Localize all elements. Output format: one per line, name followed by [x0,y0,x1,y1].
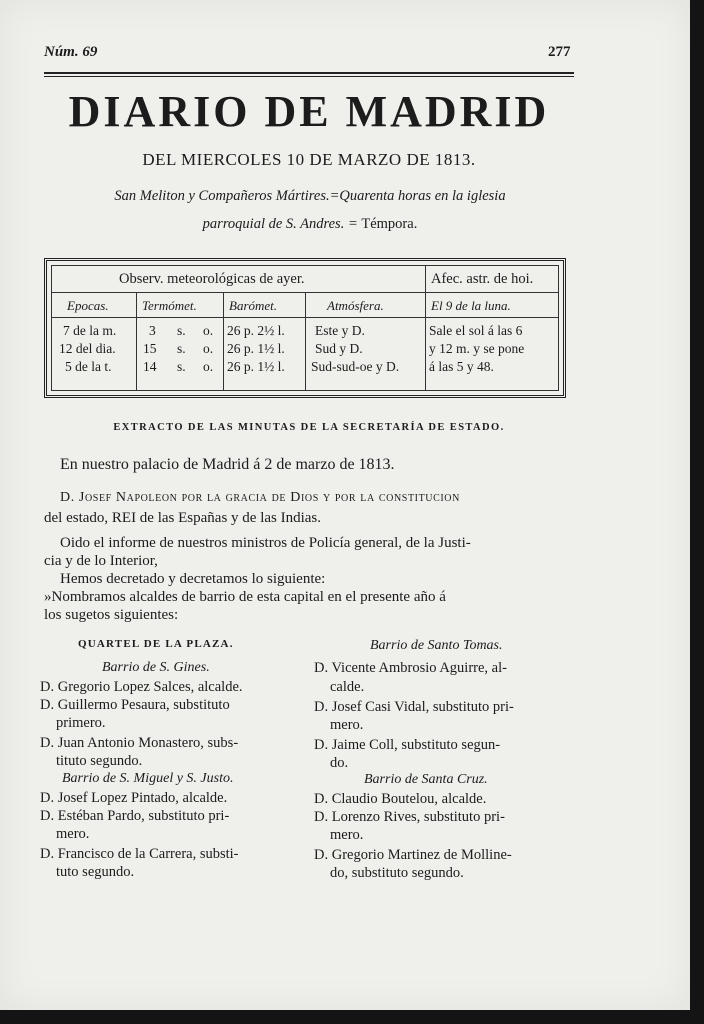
right-column-line-4: mero. [330,717,364,733]
weather-row-1-barometro: 26 p. 2½ l. [227,323,285,338]
right-column-line-7: Barrio de Santa Cruz. [364,772,488,787]
saints-line-2-plain: Témpora. [361,216,418,232]
weather-table [44,258,566,398]
right-column-line-3: D. Josef Casi Vidal, substituto pri- [314,699,514,715]
section-title: EXTRACTO DE LAS MINUTAS DE LA SECRETARÍA DE ESTADO. [113,422,505,433]
weather-divider-4 [425,265,426,391]
weather-row-3-atmosfera: Sud-sud-oe y D. [311,359,400,374]
left-column-line-5: D. Juan Antonio Monastero, subs- [40,735,239,751]
weather-divider-3 [305,293,306,391]
heard-line-2: cia y de lo Interior, [44,553,158,569]
saints-line-1: San Meliton y Compañeros Mártires.=Quarenta horas en la iglesia [114,188,506,204]
right-column-line-5: D. Jaime Coll, substituto segun- [314,737,501,753]
left-column-line-8: D. Josef Lopez Pintado, alcalde. [40,790,228,806]
left-column-line-12: tuto segundo. [56,864,135,880]
weather-row-3-term-value: 14 [143,359,157,374]
weather-row-3-term-s: s. [177,359,186,374]
left-column-line-1: Barrio de S. Gines. [102,660,210,675]
left-column-line-9: D. Estéban Pardo, substituto pri- [40,808,230,824]
left-column-heading: QUARTEL DE LA PLAZA. [78,638,234,650]
right-column-line-1: D. Vicente Ambrosio Aguirre, al- [314,660,507,676]
appoint-line-2: los sugetos siguientes: [44,607,179,623]
saints-line-2 [50,216,570,233]
weather-row-2-term-o: o. [203,341,214,356]
right-column-heading: Barrio de Santo Tomas. [370,638,503,653]
astro-line-3: á las 5 y 48. [429,359,494,374]
place-date-line: En nuestro palacio de Madrid á 2 de marzo de 1813. [60,456,395,473]
weather-heading-right: Afec. astr. de hoi. [431,271,534,287]
left-column-line-4: primero. [56,715,106,731]
weather-heading-left: Observ. meteorológicas de ayer. [119,271,305,287]
weather-row-3-barometro: 26 p. 1½ l. [227,359,285,374]
header-rule-bottom [44,76,574,77]
scan-border-bottom [0,1010,704,1024]
left-column-line-7: Barrio de S. Miguel y S. Justo. [62,771,234,786]
weather-row-3-epoca: 5 de la t. [65,359,112,374]
decreed-line: Hemos decretado y decretamos lo siguiente: [60,571,326,587]
weather-row-1-term-value: 3 [149,323,156,338]
left-column-line-10: mero. [56,826,90,842]
weather-col-termometro: Termómet. [142,298,197,313]
right-column-line-12: do, substituto segundo. [330,865,464,881]
issue-number: Núm. 69 [44,44,98,60]
right-column-line-9: D. Lorenzo Rives, substituto pri- [314,809,505,825]
right-column-line-10: mero. [330,827,364,843]
weather-row-2-atmosfera: Sud y D. [315,341,363,356]
weather-row-2-barometro: 26 p. 1½ l. [227,341,285,356]
weather-row-1-atmosfera: Este y D. [315,323,365,338]
saints-line-2-italic: parroquial de S. Andres. = [202,216,358,232]
weather-row-2-term-s: s. [177,341,186,356]
newspaper-title: DIARIO DE MADRID [68,87,550,136]
right-column-line-11: D. Gregorio Martinez de Molline- [314,847,512,863]
right-column-line-2: calde. [330,679,365,695]
right-column-line-6: do. [330,755,349,771]
weather-col-epocas: Epocas. [67,298,109,313]
scan-border-right [690,0,704,1024]
appoint-line-1: »Nombramos alcaldes de barrio de esta capital en el presente año á [44,589,446,605]
weather-row-3-term-o: o. [203,359,214,374]
dateline: DEL MIERCOLES 10 DE MARZO DE 1813. [142,150,476,169]
weather-col-atmosfera: Atmósfera. [327,298,384,313]
astro-line-2: y 12 m. y se pone [429,341,525,356]
king-title-line-1: D. Josef Napoleon por la gracia de Dios y por la constitucion [60,490,460,505]
left-column-line-6: tituto segundo. [56,753,143,769]
weather-col-barometro: Barómet. [229,298,278,313]
header-rule-top [44,72,574,74]
weather-row-1-term-s: s. [177,323,186,338]
astro-line-1: Sale el sol á las 6 [429,323,523,338]
right-column-line-8: D. Claudio Boutelou, alcalde. [314,791,487,807]
weather-row-2-term-value: 15 [143,341,157,356]
page-number: 277 [548,44,571,60]
weather-row-2-epoca: 12 del dia. [59,341,116,356]
heard-line-1: Oido el informe de nuestros ministros de Policía general, de la Justi- [60,535,471,551]
left-column-line-2: D. Gregorio Lopez Salces, alcalde. [40,679,243,695]
left-column-line-11: D. Francisco de la Carrera, substi- [40,846,239,862]
left-column-line-3: D. Guillermo Pesaura, substituto [40,697,230,713]
weather-row-1-epoca: 7 de la m. [63,323,117,338]
weather-divider-2 [223,293,224,391]
weather-divider-1 [136,293,137,391]
king-title-line-2: del estado, REI de las Españas y de las Indias. [44,510,322,526]
weather-col-luna: El 9 de la luna. [431,298,511,313]
weather-row-1-term-o: o. [203,323,214,338]
